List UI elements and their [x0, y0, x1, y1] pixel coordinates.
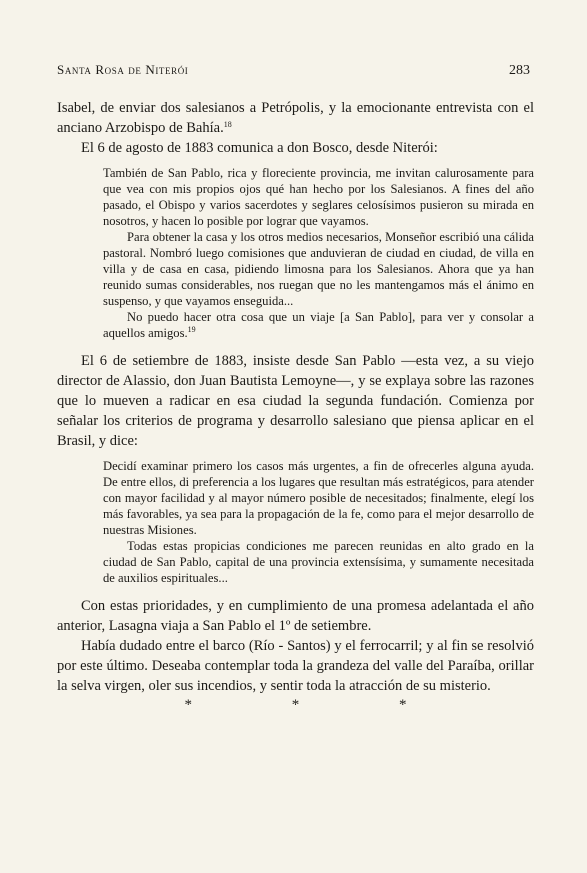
quote-1-paragraph-1: También de San Pablo, rica y floreciente provincia, me invitan calurosamente para que vea con mis propios ojos qué han hecho por los Salesianos. A fines del año pasado, el Obispo y varios sacerdotes y seglares celosísimos pusieron su mirada en nosotros, y hacen lo posible por lograr que vayamos.: [103, 166, 534, 228]
block-quote-2: [103, 458, 534, 586]
running-title: Santa Rosa de Niterói: [57, 62, 189, 77]
page-body: [57, 98, 534, 714]
paragraph-4: Con estas prioridades, y en cumplimiento de una promesa adelantada el año anterior, Lasagna viaja a San Pablo el 1º de setiembre.: [57, 598, 534, 634]
quote-1-paragraph-2: Para obtener la casa y los otros medios necesarios, Monseñor escribió una cálida pastoral. Nombró luego comisiones que anduvieran de ciudad en ciudad, de villa en villa y de casa en casa, pidiendo limosna para los Salesianos. Ahora que ya han reunido sumas considerables, nos ruegan que no les mantengamos más el ánimo en suspenso, y que vayamos enseguida...: [103, 230, 534, 308]
quote-2-paragraph-2: Todas estas propicias condiciones me parecen reunidas en alto grado en la ciudad de San Pablo, capital de una provincia extensísima, y sumamente necesitada de auxilios espirituales...: [103, 539, 534, 585]
quote-1-paragraph-3-text: No puedo hacer otra cosa que un viaje [a San Pablo], para ver y consolar a aquellos amigos.: [103, 310, 534, 340]
block-quote-1: [103, 165, 534, 341]
footnote-ref-18: 18: [223, 120, 232, 129]
paragraph-2: El 6 de agosto de 1883 comunica a don Bosco, desde Niterói:: [81, 140, 438, 156]
footnote-ref-19: 19: [187, 325, 196, 334]
page-header: [57, 62, 530, 79]
quote-2-paragraph-1: Decidí examinar primero los casos más urgentes, a fin de ofrecerles alguna ayuda. De entre ellos, di preferencia a los lugares que resultan más estratégicos, para atender con mayor facilidad y al mayor número posible de necesitados; finalmente, elegí los más favorables, ya sea para la propagación de la fe, como para el mejor desarrollo de nuestras Misiones.: [103, 459, 534, 537]
page-number: 283: [509, 63, 530, 78]
paragraph-5: Había dudado entre el barco (Río - Santos) y el ferrocarril; y al fin se resolvió por este último. Deseaba contemplar toda la grandeza del valle del Paraíba, orillar la selva virgen, oler sus incendios, y sentir toda la atracción de su misterio.: [57, 638, 534, 694]
paragraph-1-text: Isabel, de enviar dos salesianos a Petrópolis, y la emocionante entrevista con el anciano Arzobispo de Bahía.: [57, 100, 534, 136]
quote-1-paragraph-3: [103, 309, 534, 341]
paragraph-3: El 6 de setiembre de 1883, insiste desde San Pablo —esta vez, a su viejo director de Alassio, don Juan Bautista Lemoyne—, y se explaya sobre las razones que lo mueven a radicar en esa ciudad la segunda fundación. Comienza por señalar los criterios de programa y desarrollo salesiano que piensa aplicar en el Brasil, y dice:: [57, 353, 534, 449]
paragraph-1: [57, 98, 534, 138]
section-separator: * * *: [184, 697, 455, 713]
